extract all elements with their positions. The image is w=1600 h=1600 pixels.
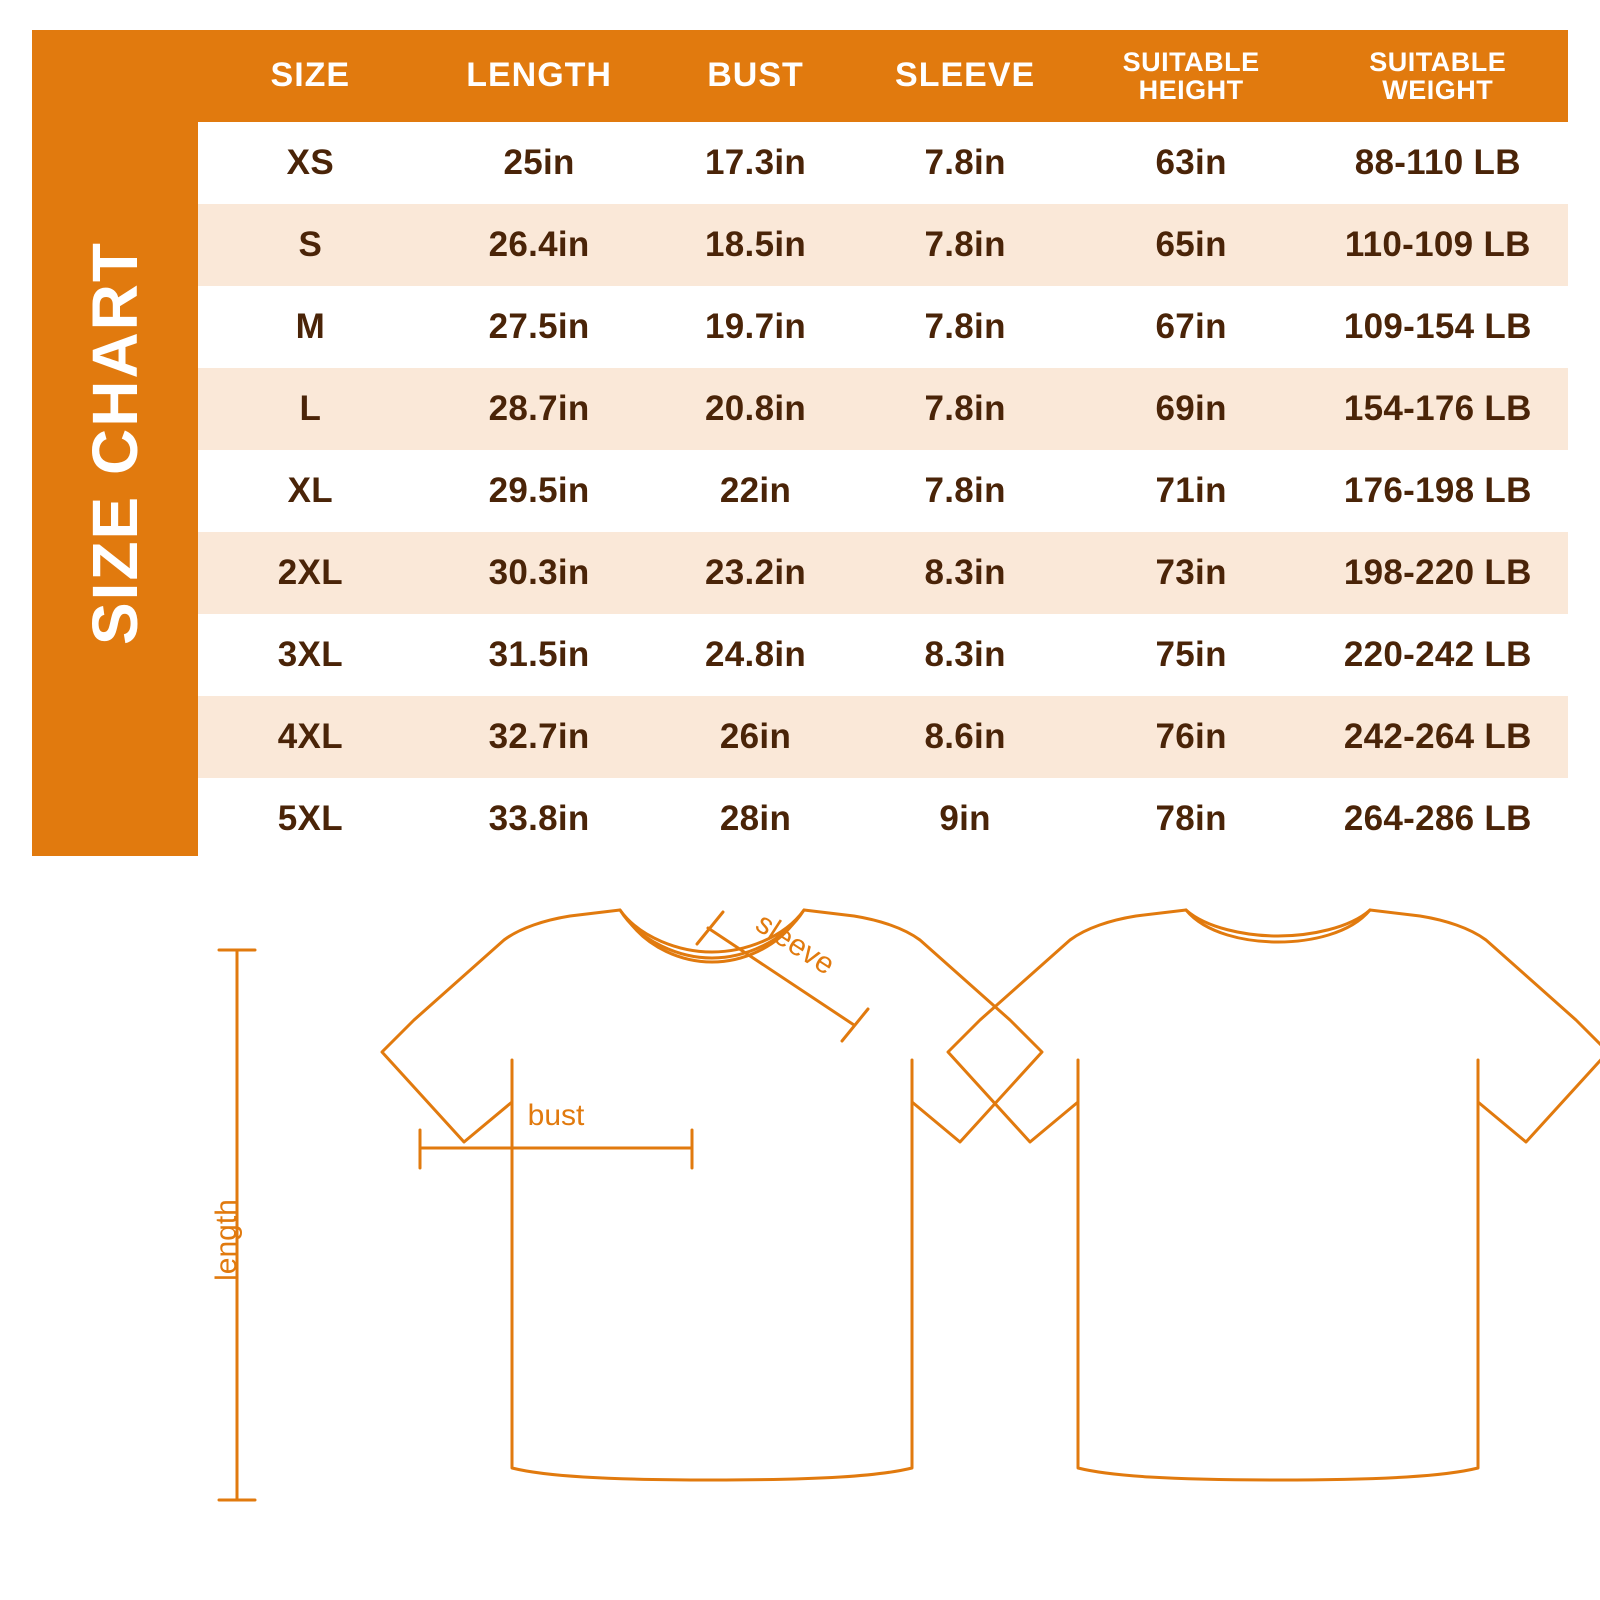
- cell-height: 78in: [1075, 778, 1308, 860]
- column-header-suitable-height-line1: SUITABLE: [1122, 46, 1260, 77]
- size-table-container: [198, 30, 1568, 856]
- cell-height: 63in: [1075, 122, 1308, 204]
- column-header-sleeve: SLEEVE: [856, 30, 1075, 122]
- column-header-length: LENGTH: [423, 30, 656, 122]
- table-row: [198, 696, 1568, 778]
- cell-length: 28.7in: [423, 368, 656, 450]
- cell-weight: 264-286 LB: [1308, 778, 1568, 860]
- bust-label: bust: [527, 1099, 585, 1132]
- cell-sleeve: 7.8in: [856, 122, 1075, 204]
- table-row: [198, 122, 1568, 204]
- cell-weight: 220-242 LB: [1308, 614, 1568, 696]
- cell-size: L: [198, 368, 423, 450]
- cell-length: 30.3in: [423, 532, 656, 614]
- cell-size: 3XL: [198, 614, 423, 696]
- table-row: [198, 368, 1568, 450]
- cell-bust: 23.2in: [656, 532, 856, 614]
- table-body: [198, 122, 1568, 860]
- table-row: [198, 778, 1568, 860]
- cell-weight: 88-110 LB: [1308, 122, 1568, 204]
- cell-height: 76in: [1075, 696, 1308, 778]
- table-row: [198, 614, 1568, 696]
- column-header-bust: BUST: [656, 30, 856, 122]
- cell-height: 75in: [1075, 614, 1308, 696]
- cell-weight: 198-220 LB: [1308, 532, 1568, 614]
- cell-size: 4XL: [198, 696, 423, 778]
- cell-size: M: [198, 286, 423, 368]
- length-label: length: [210, 1199, 243, 1281]
- cell-height: 73in: [1075, 532, 1308, 614]
- cell-sleeve: 7.8in: [856, 368, 1075, 450]
- cell-height: 67in: [1075, 286, 1308, 368]
- sleeve-label: sleeve: [749, 906, 841, 982]
- cell-weight: 110-109 LB: [1308, 204, 1568, 286]
- cell-sleeve: 8.3in: [856, 614, 1075, 696]
- table-row: [198, 450, 1568, 532]
- cell-bust: 22in: [656, 450, 856, 532]
- cell-weight: 154-176 LB: [1308, 368, 1568, 450]
- page-title: SIZE CHART: [79, 241, 151, 645]
- cell-sleeve: 8.3in: [856, 532, 1075, 614]
- cell-sleeve: 8.6in: [856, 696, 1075, 778]
- size-table: [198, 30, 1568, 860]
- cell-weight: 242-264 LB: [1308, 696, 1568, 778]
- cell-bust: 24.8in: [656, 614, 856, 696]
- cell-sleeve: 7.8in: [856, 204, 1075, 286]
- column-header-suitable-weight: [1308, 30, 1568, 122]
- table-header: [198, 30, 1568, 122]
- measurement-diagram: [0, 880, 1600, 1580]
- cell-length: 27.5in: [423, 286, 656, 368]
- side-title-container: [32, 30, 198, 856]
- header-row: [198, 30, 1568, 122]
- table-row: [198, 532, 1568, 614]
- cell-size: XS: [198, 122, 423, 204]
- column-header-suitable-height-line2: HEIGHT: [1138, 75, 1244, 105]
- cell-length: 26.4in: [423, 204, 656, 286]
- tshirt-back-outline: [948, 910, 1600, 1480]
- column-header-suitable-weight-line2: WEIGHT: [1382, 75, 1494, 105]
- cell-size: S: [198, 204, 423, 286]
- cell-size: 2XL: [198, 532, 423, 614]
- column-header-suitable-weight-line1: SUITABLE: [1369, 46, 1507, 77]
- table-row: [198, 204, 1568, 286]
- cell-length: 31.5in: [423, 614, 656, 696]
- cell-bust: 26in: [656, 696, 856, 778]
- cell-bust: 17.3in: [656, 122, 856, 204]
- cell-sleeve: 7.8in: [856, 286, 1075, 368]
- cell-length: 32.7in: [423, 696, 656, 778]
- cell-length: 25in: [423, 122, 656, 204]
- cell-weight: 176-198 LB: [1308, 450, 1568, 532]
- cell-bust: 19.7in: [656, 286, 856, 368]
- column-header-size: SIZE: [198, 30, 423, 122]
- cell-height: 71in: [1075, 450, 1308, 532]
- cell-bust: 28in: [656, 778, 856, 860]
- cell-bust: 18.5in: [656, 204, 856, 286]
- tshirt-front-outline: [382, 910, 1042, 1480]
- cell-height: 69in: [1075, 368, 1308, 450]
- cell-size: 5XL: [198, 778, 423, 860]
- column-header-suitable-height: [1075, 30, 1308, 122]
- cell-weight: 109-154 LB: [1308, 286, 1568, 368]
- table-row: [198, 286, 1568, 368]
- cell-length: 29.5in: [423, 450, 656, 532]
- cell-sleeve: 7.8in: [856, 450, 1075, 532]
- cell-length: 33.8in: [423, 778, 656, 860]
- cell-height: 65in: [1075, 204, 1308, 286]
- cell-sleeve: 9in: [856, 778, 1075, 860]
- size-chart-block: [32, 30, 1568, 856]
- bust-dimension: [420, 1130, 692, 1168]
- cell-size: XL: [198, 450, 423, 532]
- cell-bust: 20.8in: [656, 368, 856, 450]
